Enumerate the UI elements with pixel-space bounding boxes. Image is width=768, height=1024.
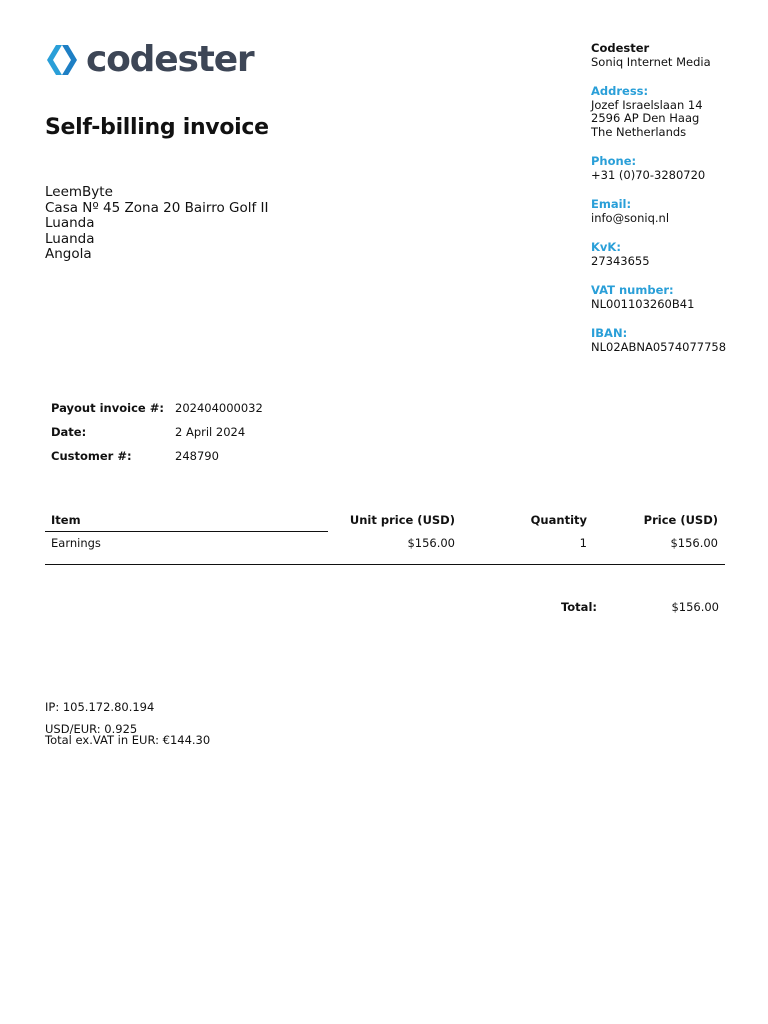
address-label: Address:: [591, 84, 649, 98]
kvk-value: 27343655: [591, 253, 650, 268]
total-label: Total:: [560, 600, 597, 614]
iban-value: NL02ABNA0574077758: [591, 339, 727, 354]
items-table: [45, 512, 725, 565]
phone-label: Phone:: [591, 154, 637, 168]
address-line: Jozef Israelslaan 14: [591, 97, 703, 112]
recipient-line: Angola: [45, 246, 92, 262]
recipient-line: Casa Nº 45 Zona 20 Bairro Golf II: [45, 199, 269, 216]
customer-row: [51, 448, 263, 472]
table-row: [45, 532, 725, 565]
invoice-meta: [51, 400, 263, 472]
header-quantity: Quantity: [530, 513, 587, 527]
recipient-line: LeemByte: [45, 184, 113, 200]
invoice-number-row: [51, 400, 263, 424]
table-header: [45, 512, 725, 532]
recipient-line: Luanda: [45, 230, 95, 247]
address-line: 2596 AP Den Haag: [591, 111, 700, 125]
header-price: Price (USD): [643, 513, 718, 527]
invoice-number-value: 202404000032: [175, 401, 263, 415]
phone-value: +31 (0)70-3280720: [591, 167, 706, 182]
total-value: $156.00: [671, 600, 719, 614]
date-row: [51, 424, 263, 448]
exchange-rate: USD/EUR: 0.925: [45, 721, 138, 736]
total-eur: Total ex.VAT in EUR: €144.30: [45, 733, 211, 747]
recipient-address: [45, 185, 269, 263]
invoice-number-label: Payout invoice #:: [51, 401, 164, 415]
customer-value: 248790: [175, 449, 219, 463]
invoice-total: [520, 600, 719, 614]
codester-logo: [44, 40, 253, 80]
row-price: $156.00: [670, 536, 718, 550]
company-subname: Soniq Internet Media: [591, 54, 711, 69]
ip-address: IP: 105.172.80.194: [45, 700, 155, 714]
row-item: Earnings: [51, 536, 101, 550]
iban-label: IBAN:: [591, 326, 628, 340]
date-value: 2 April 2024: [175, 425, 246, 439]
vat-label: VAT number:: [591, 283, 674, 297]
company-info: [591, 42, 761, 354]
recipient-line: Luanda: [45, 215, 95, 231]
header-item: Item: [51, 513, 81, 527]
vat-value: NL001103260B41: [591, 296, 695, 311]
invoice-footer: [45, 702, 210, 747]
page-title: Self-billing invoice: [45, 115, 269, 140]
brand-name: codester: [86, 39, 254, 80]
customer-label: Customer #:: [51, 449, 132, 463]
codester-diamond-logo-icon: [44, 42, 80, 78]
email-label: Email:: [591, 197, 632, 211]
row-quantity: 1: [579, 536, 587, 550]
company-name: Codester: [591, 41, 650, 55]
address-line: The Netherlands: [591, 124, 687, 139]
date-label: Date:: [51, 425, 87, 439]
email-value: info@soniq.nl: [591, 210, 670, 225]
kvk-label: KvK:: [591, 240, 621, 254]
header-unit-price: Unit price (USD): [349, 513, 455, 527]
row-unit-price: $156.00: [407, 536, 455, 550]
